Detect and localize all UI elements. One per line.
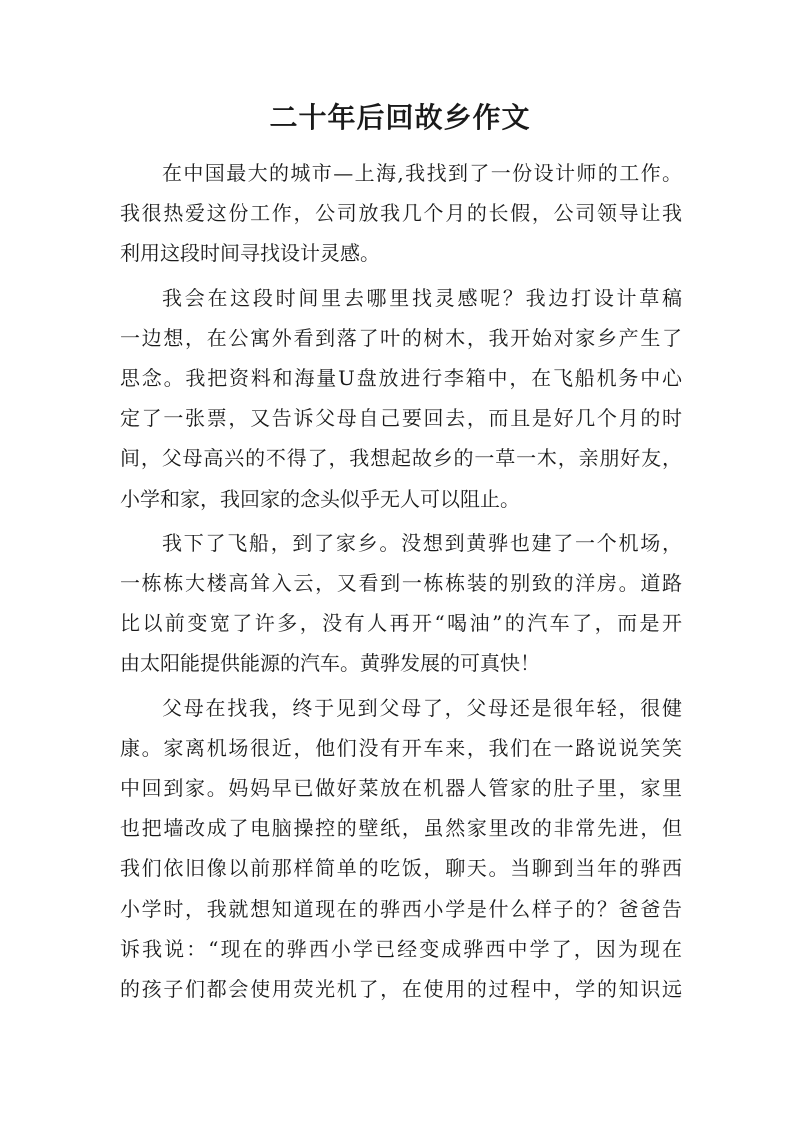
- text-line: 我很热爱这份工作，公司放我几个月的长假，公司领导让我: [120, 201, 682, 226]
- text-line: 我们依旧像以前那样简单的吃饭，聊天。当聊到当年的骅西: [120, 856, 682, 881]
- text-line: 比以前变宽了许多，没有人再开“喝油”的汽车了，而是开: [120, 611, 682, 636]
- paragraph: [120, 688, 682, 1010]
- text-line: 利用这段时间寻找设计灵感。: [120, 241, 380, 266]
- text-line: 在中国最大的城市—上海,我找到了一份设计师的工作。: [162, 161, 682, 185]
- text-line: 也把墙改成了电脑操控的壁纸，虽然家里改的非常先进，但: [120, 816, 682, 841]
- document-body: [120, 153, 682, 1013]
- text-line: 小学时，我就想知道现在的骅西小学是什么样子的？爸爸告: [120, 896, 682, 921]
- text-line: 诉我说：“现在的骅西小学已经变成骅西中学了，因为现在: [120, 936, 682, 961]
- text-line: 一栋栋大楼高耸入云，又看到一栋栋装的别致的洋房。道路: [120, 571, 682, 596]
- text-line: 小学和家，我回家的念头似乎无人可以阻止。: [120, 486, 520, 511]
- paragraph: [120, 153, 682, 274]
- text-line: 间，父母高兴的不得了，我想起故乡的一草一木，亲朋好友，: [120, 446, 682, 471]
- paragraph: [120, 278, 682, 519]
- text-line: 的孩子们都会使用荧光机了，在使用的过程中，学的知识远: [120, 977, 682, 1002]
- document-title: 二十年后回故乡作文: [269, 101, 531, 134]
- text-line: 一边想，在公寓外看到落了叶的树木，我开始对家乡产生了: [120, 325, 682, 350]
- paragraph: [120, 523, 682, 684]
- text-line: 父母在找我，终于见到父母了，父母还是很年轻，很健: [162, 695, 682, 720]
- text-line: 定了一张票，又告诉父母自己要回去，而且是好几个月的时: [120, 406, 682, 431]
- text-line: 我会在这段时间里去哪里找灵感呢？我边打设计草稿: [162, 285, 682, 310]
- text-line: 康。家离机场很近，他们没有开车来，我们在一路说说笑笑: [120, 735, 682, 760]
- text-line: 我下了飞船，到了家乡。没想到黄骅也建了一个机场，: [162, 530, 682, 555]
- text-line: 由太阳能提供能源的汽车。黄骅发展的可真快！: [120, 651, 540, 676]
- text-line: 中回到家。妈妈早已做好菜放在机器人管家的肚子里，家里: [120, 776, 682, 801]
- text-line: 思念。我把资料和海量U盘放进行李箱中，在飞船机务中心: [120, 366, 682, 391]
